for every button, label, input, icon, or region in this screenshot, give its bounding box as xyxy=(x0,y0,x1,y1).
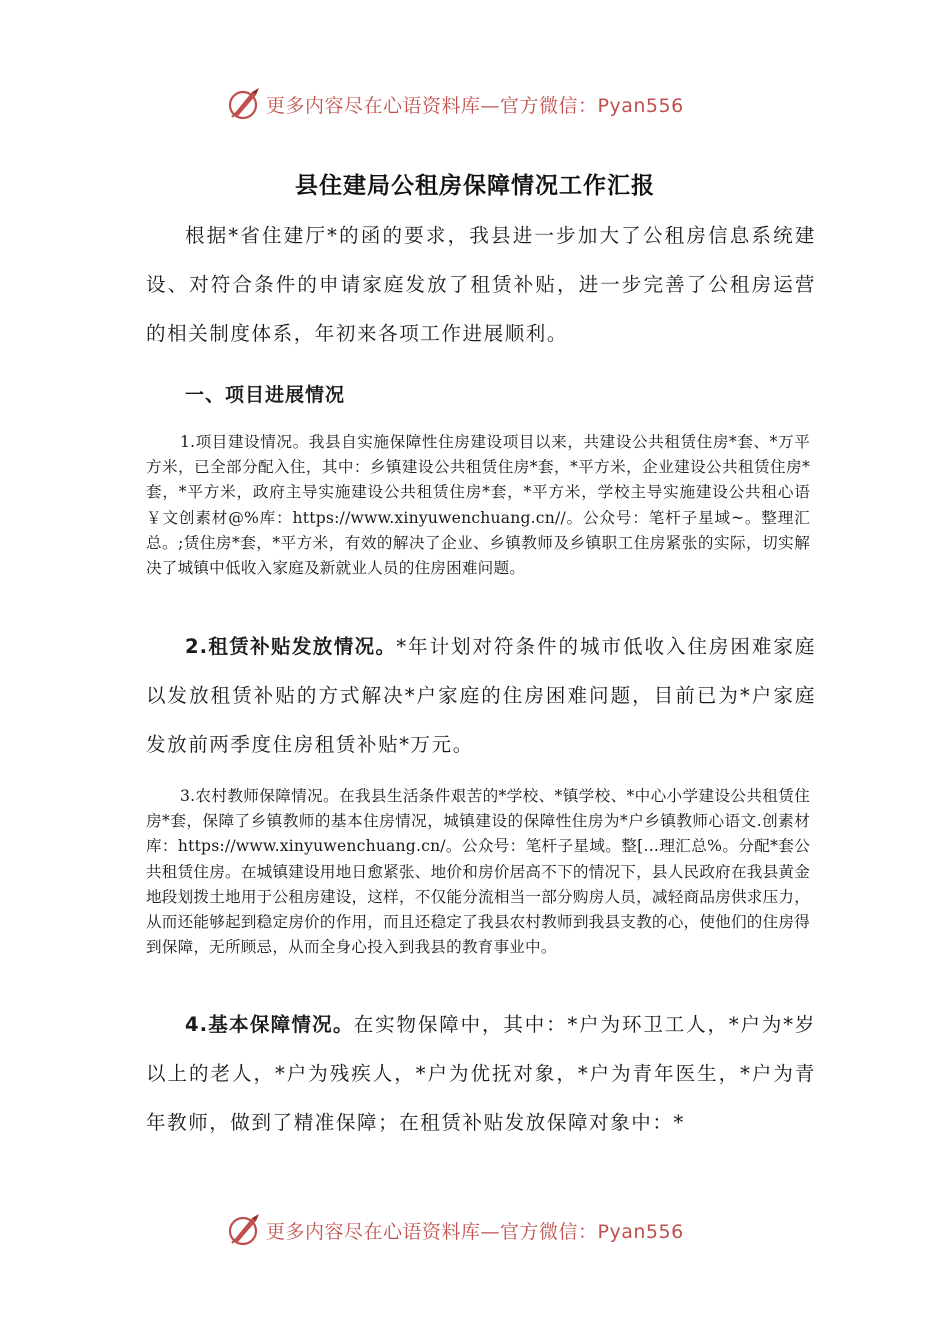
item-basic-guarantee-body: 在实物保障中，其中：*户为环卫工人，*户为*岁以上的老人，*户为残疾人，*户为优抚对象，*户为青年医生，*户为青年教师，做到了精准保障；在租赁补贴发放保障对象中：* xyxy=(146,1013,816,1134)
document-title: 县住建局公租房保障情况工作汇报 xyxy=(295,173,655,200)
item-basic-guarantee-lead: 4.基本保障情况。 xyxy=(185,1013,354,1036)
item-basic-guarantee xyxy=(146,1000,816,1147)
item-rent-subsidy-lead: 2.租赁补贴发放情况。 xyxy=(185,635,397,658)
banner-text: 更多内容尽在心语资料库—官方微信：Pyan556 xyxy=(266,1220,684,1243)
header-banner xyxy=(226,84,684,124)
banner-text: 更多内容尽在心语资料库—官方微信：Pyan556 xyxy=(266,94,684,117)
section-heading: 一、项目进展情况 xyxy=(185,384,346,406)
item-rural-teacher: 3.农村教师保障情况。在我县生活条件艰苦的*学校、*镇学校、*中心小学建设公共租赁住房*套，保障了乡镇教师的基本住房情况，城镇建设的保障性住房为*户乡镇教师心语文.创素材库：https://www.xinyuwenchuang.cn/。公众号：笔杆子星域。整[…理汇总%。分配*套公共租赁住房。在城镇建设用地日愈紧张、地价和房价居高不下的情况下，县人民政府在我县黄金地段划拨土地用于公租房建设，这样，不仅能分流相当一部分购房人员，减轻商品房供求压力，从而还能够起到稳定房价的作用，而且还稳定了我县农村教师到我县支教的心，使他们的住房得到保障，无所顾忌，从而全身心投入到我县的教育事业中。 xyxy=(146,787,810,957)
item-project-construction: 1.项目建设情况。我县自实施保障性住房建设项目以来，共建设公共租赁住房*套、*万平方米，已全部分配入住，其中：乡镇建设公共租赁住房*套，*平方米，企业建设公共租赁住房*套，*平方米，政府主导实施建设公共租赁住房*套，*平方米，学校主导实施建设公共租心语￥文创素材@%库：https://www.xinyuwenchuang.cn//。公众号：笔杆子星域~。整理汇总。;赁住房*套，*平方米，有效的解决了企业、乡镇教师及乡镇职工住房紧张的实际，切实解决了城镇中低收入家庭及新就业人员的住房困难问题。 xyxy=(146,433,810,578)
item-rent-subsidy-body: *年计划对符条件的城市低收入住房困难家庭以发放租赁补贴的方式解决*户家庭的住房困难问题，目前已为*户家庭发放前两季度住房租赁补贴*万元。 xyxy=(146,635,816,756)
footer-banner xyxy=(226,1210,684,1250)
quill-pen-logo-icon xyxy=(226,1212,262,1248)
quill-pen-logo-icon xyxy=(226,86,262,122)
intro-paragraph: 根据*省住建厅*的函的要求，我县进一步加大了公租房信息系统建设、对符合条件的申请家庭发放了租赁补贴，进一步完善了公租房运营的相关制度体系，年初来各项工作进展顺利。 xyxy=(146,224,816,345)
item-rent-subsidy xyxy=(146,622,816,769)
